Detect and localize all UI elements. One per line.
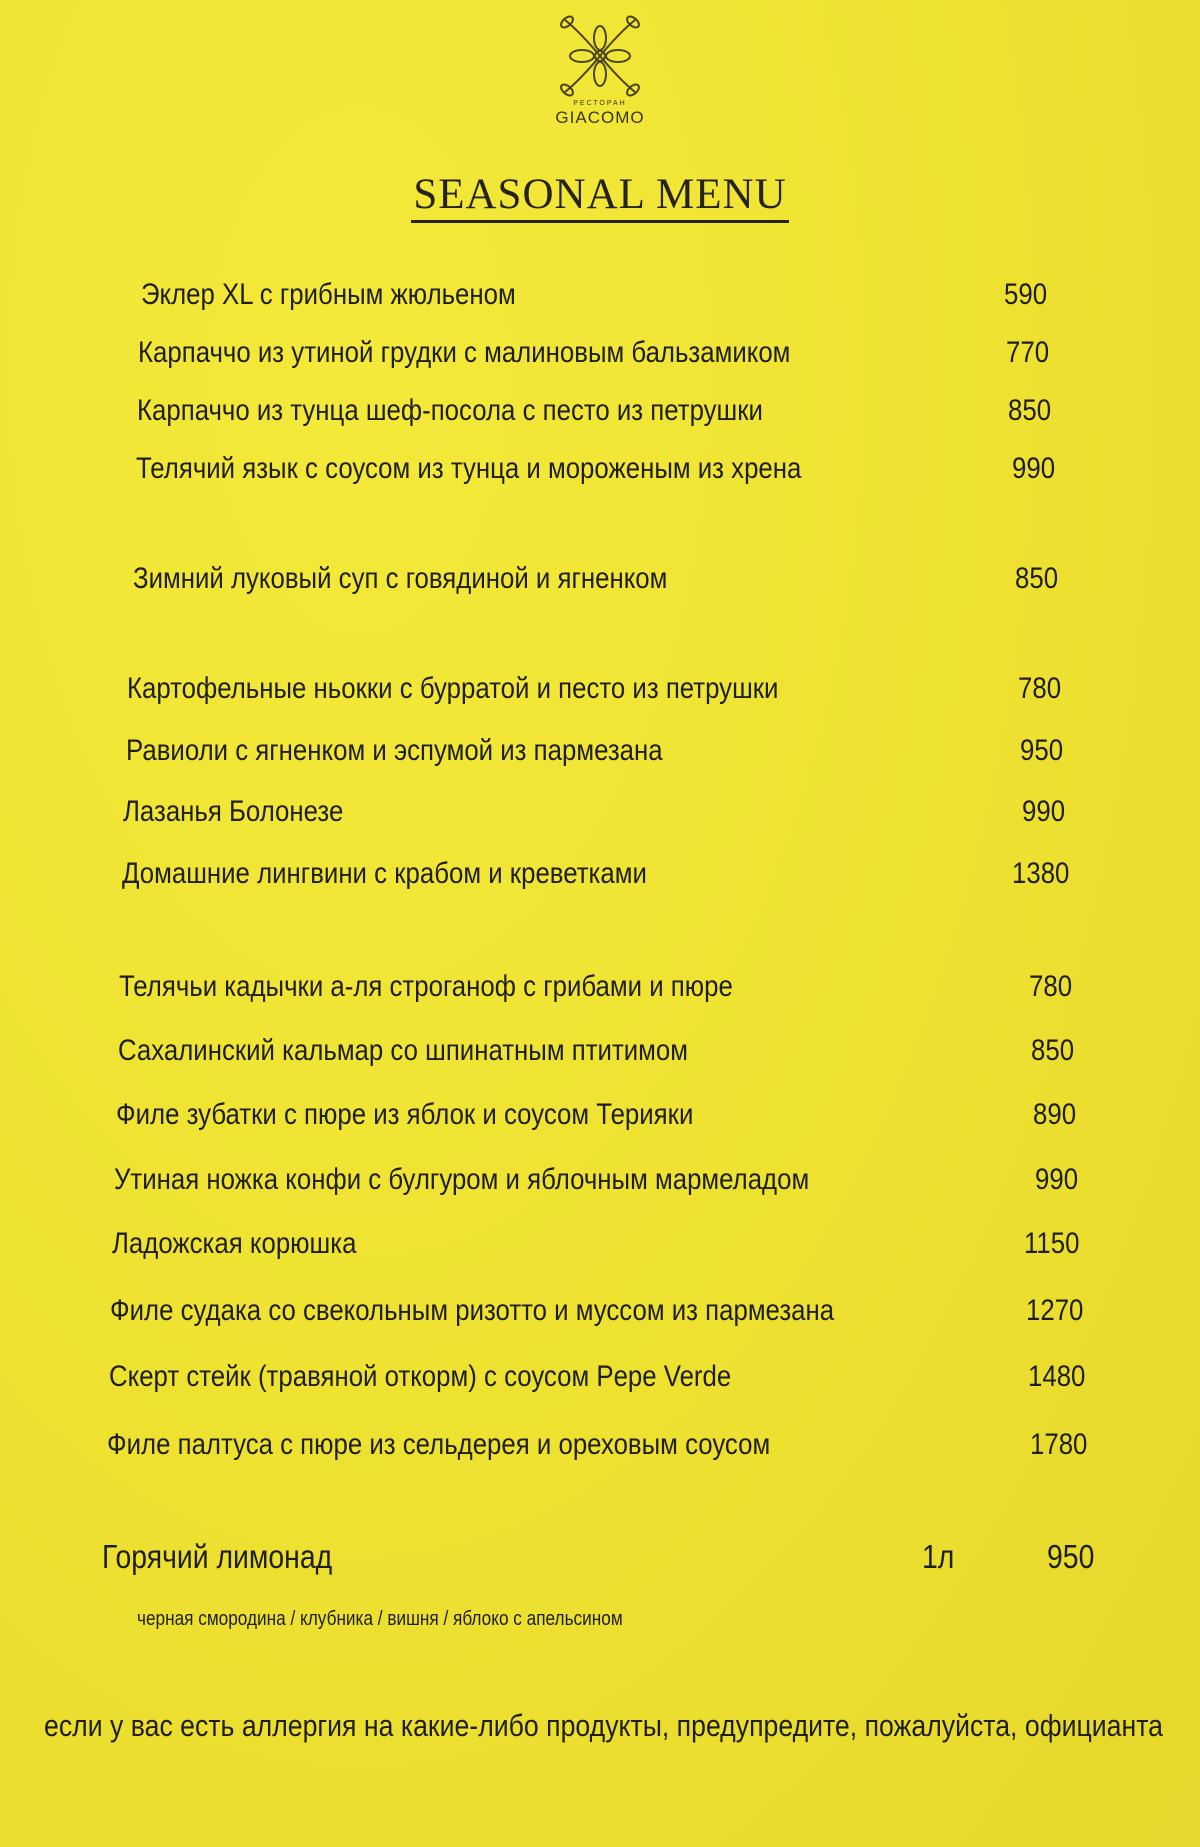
menu-item-price: 950 bbox=[1020, 734, 1064, 767]
menu-item-name: Карпаччо из утиной грудки с малиновым бальзамиком bbox=[138, 336, 791, 369]
menu-item-name: Филе судака со свекольным ризотто и муссом из пармезана bbox=[110, 1294, 835, 1327]
menu-item-price: 780 bbox=[1029, 970, 1073, 1003]
menu-item-name: Эклер XL с грибным жюльеном bbox=[141, 278, 516, 311]
menu-item-name: Филе зубатки с пюре из яблок и соусом Терияки bbox=[116, 1098, 694, 1131]
menu-item-price: 770 bbox=[1006, 336, 1050, 369]
menu-item-price: 990 bbox=[1022, 795, 1066, 828]
menu-item-price: 780 bbox=[1018, 672, 1062, 705]
menu-item-price: 1270 bbox=[1026, 1294, 1084, 1327]
menu-item-name: Карпаччо из тунца шеф-посола с песто из петрушки bbox=[137, 394, 763, 427]
menu-item-price: 1480 bbox=[1028, 1360, 1086, 1393]
menu-item-name: Сахалинский кальмар со шпинатным птитимом bbox=[118, 1034, 689, 1067]
menu-item-name: Телячьи кадычки а-ля строганоф с грибами и пюре bbox=[119, 970, 733, 1003]
menu-item-price: 850 bbox=[1008, 394, 1052, 427]
menu-item-name: Ладожская корюшка bbox=[112, 1227, 357, 1260]
menu-item-price: 1150 bbox=[1024, 1227, 1080, 1260]
restaurant-name: GIACOMO bbox=[555, 108, 645, 127]
drink-price: 950 bbox=[1047, 1538, 1095, 1575]
flower-logo-icon bbox=[545, 8, 655, 104]
menu-item-price: 890 bbox=[1033, 1098, 1077, 1131]
menu-item-price: 850 bbox=[1015, 562, 1059, 595]
drink-volume: 1л bbox=[922, 1538, 955, 1575]
page-title: SEASONAL MENU bbox=[0, 170, 1200, 219]
menu-item-price: 850 bbox=[1031, 1034, 1075, 1067]
menu-item-price: 1780 bbox=[1030, 1428, 1088, 1461]
menu-item-price: 990 bbox=[1035, 1163, 1079, 1196]
menu-item-name: Утиная ножка конфи с булгуром и яблочным мармеладом bbox=[114, 1163, 810, 1196]
menu-item-name: Лазанья Болонезе bbox=[123, 795, 344, 828]
logo-subtitle: РЕСТОРАН bbox=[573, 100, 627, 107]
menu-item-name: Филе палтуса с пюре из сельдерея и ореховым соусом bbox=[107, 1428, 771, 1461]
menu-item-price: 590 bbox=[1004, 278, 1048, 311]
menu-item-price: 1380 bbox=[1012, 857, 1070, 890]
restaurant-logo bbox=[0, 8, 1200, 128]
menu-item-price: 990 bbox=[1012, 452, 1056, 485]
menu-item-name: Телячий язык с соусом из тунца и мороженым из хрена bbox=[136, 452, 802, 485]
menu-item-name: Картофельные ньокки с бурратой и песто из петрушки bbox=[127, 672, 779, 705]
allergy-notice: если у вас есть аллергия на какие-либо продукты, предупредите, пожалуйста, официанта bbox=[44, 1708, 1163, 1743]
menu-item-name: Домашние лингвини с крабом и креветками bbox=[122, 857, 647, 890]
menu-item-name: Скерт стейк (травяной откорм) с соусом Pepe Verde bbox=[109, 1360, 732, 1393]
menu-item-name: Равиоли с ягненком и эспумой из пармезана bbox=[126, 734, 663, 767]
menu-item-name: Зимний луковый суп с говядиной и ягненком bbox=[133, 562, 668, 595]
drink-flavors: черная смородина / клубника / вишня / яблоко с апельсином bbox=[137, 1608, 623, 1630]
drink-name: Горячий лимонад bbox=[102, 1538, 333, 1575]
